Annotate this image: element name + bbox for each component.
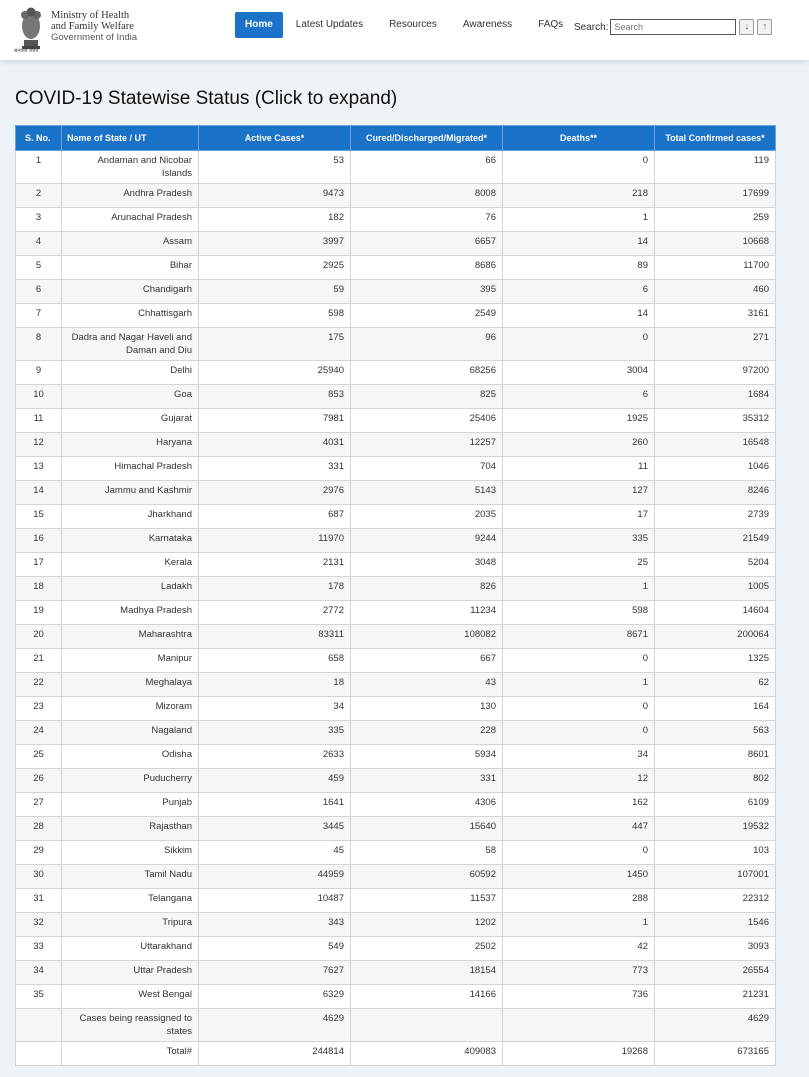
cell-cured: 66 [351,151,503,184]
table-row[interactable] [16,649,776,673]
reassigned-row[interactable] [16,1009,776,1042]
cell-total: 8601 [655,745,776,769]
cell-active: 9473 [199,184,351,208]
cell-sno: 1 [16,151,62,184]
header-deaths[interactable]: Deaths** [503,126,655,151]
nav-home[interactable]: Home [235,12,283,38]
cell-sno: 5 [16,256,62,280]
cell-state: Jharkhand [62,505,199,529]
cell-deaths: 34 [503,745,655,769]
cell-active: 18 [199,673,351,697]
header-cured[interactable]: Cured/Discharged/Migrated* [351,126,503,151]
table-row[interactable] [16,577,776,601]
search-down-button[interactable]: ↓ [739,19,754,35]
cell-sno [16,1042,62,1066]
cell-active: 335 [199,721,351,745]
cell-total: 802 [655,769,776,793]
cell-total: 10668 [655,232,776,256]
cell-deaths: 19268 [503,1042,655,1066]
cell-state: Dadra and Nagar Haveli and Daman and Diu [62,328,199,361]
cell-total: 119 [655,151,776,184]
cell-active: 853 [199,385,351,409]
table-row[interactable] [16,151,776,184]
cell-deaths: 12 [503,769,655,793]
cell-active: 331 [199,457,351,481]
emblem-caption: सत्यमेव जयते [14,48,39,54]
nav-faqs[interactable]: FAQs [538,19,564,30]
cell-sno: 19 [16,601,62,625]
cell-total: 259 [655,208,776,232]
cell-sno: 6 [16,280,62,304]
cell-total: 4629 [655,1009,776,1042]
cell-cured: 11234 [351,601,503,625]
cell-state: Himachal Pradesh [62,457,199,481]
cell-total: 11700 [655,256,776,280]
cell-active: 2925 [199,256,351,280]
cell-sno: 17 [16,553,62,577]
cell-deaths: 14 [503,304,655,328]
cell-deaths: 598 [503,601,655,625]
table-row[interactable] [16,409,776,433]
cell-sno: 12 [16,433,62,457]
cell-active: 7981 [199,409,351,433]
table-row[interactable] [16,769,776,793]
cell-cured: 68256 [351,361,503,385]
cell-active: 6329 [199,985,351,1009]
table-row[interactable] [16,232,776,256]
cell-cured: 228 [351,721,503,745]
table-row[interactable] [16,361,776,385]
table-row[interactable] [16,985,776,1009]
cell-deaths: 14 [503,232,655,256]
search-area [574,19,772,35]
cell-total: 1546 [655,913,776,937]
cell-total: 26554 [655,961,776,985]
cell-total: 3161 [655,304,776,328]
cell-active: 178 [199,577,351,601]
cell-sno: 4 [16,232,62,256]
cell-cured: 9244 [351,529,503,553]
cell-deaths: 736 [503,985,655,1009]
cell-total: 3093 [655,937,776,961]
national-emblem-icon [15,4,47,54]
table-row[interactable] [16,913,776,937]
table-row[interactable] [16,505,776,529]
cell-cured: 704 [351,457,503,481]
cell-state: West Bengal [62,985,199,1009]
cell-state: Nagaland [62,721,199,745]
ministry-name [51,10,137,43]
cell-state: Ladakh [62,577,199,601]
cell-cured: 12257 [351,433,503,457]
cell-sno: 30 [16,865,62,889]
cell-total: 460 [655,280,776,304]
table-row[interactable] [16,433,776,457]
cell-active: 83311 [199,625,351,649]
table-row[interactable] [16,673,776,697]
cell-deaths: 1 [503,913,655,937]
cell-total: 19532 [655,817,776,841]
cell-total: 6109 [655,793,776,817]
cell-total: 22312 [655,889,776,913]
cell-state: Assam [62,232,199,256]
cell-state: Andaman and Nicobar Islands [62,151,199,184]
cell-cured: 96 [351,328,503,361]
cell-active: 4031 [199,433,351,457]
cell-cured: 667 [351,649,503,673]
cell-state: Gujarat [62,409,199,433]
cell-active: 2772 [199,601,351,625]
total-row[interactable] [16,1042,776,1066]
table-row[interactable] [16,529,776,553]
table-row[interactable] [16,745,776,769]
ministry-line-2: and Family Welfare [51,21,134,32]
cell-deaths: 162 [503,793,655,817]
cell-deaths: 0 [503,328,655,361]
cell-active: 34 [199,697,351,721]
cell-state: Punjab [62,793,199,817]
cell-sno: 35 [16,985,62,1009]
cell-sno: 16 [16,529,62,553]
cell-sno: 24 [16,721,62,745]
cell-sno: 25 [16,745,62,769]
table-row[interactable] [16,817,776,841]
table-row[interactable] [16,385,776,409]
cell-sno: 2 [16,184,62,208]
cell-active: 2976 [199,481,351,505]
page-title[interactable]: COVID-19 Statewise Status (Click to expand) [15,88,398,109]
cell-deaths: 1450 [503,865,655,889]
cell-active: 182 [199,208,351,232]
table-row[interactable] [16,721,776,745]
cell-state: Uttar Pradesh [62,961,199,985]
cell-state: Karnataka [62,529,199,553]
cell-sno: 15 [16,505,62,529]
cell-total: 107001 [655,865,776,889]
cell-cured: 2035 [351,505,503,529]
header-state[interactable]: Name of State / UT [62,126,199,151]
cell-total: 271 [655,328,776,361]
cell-sno: 18 [16,577,62,601]
header-active[interactable]: Active Cases* [199,126,351,151]
cell-total: 17699 [655,184,776,208]
cell-deaths: 0 [503,841,655,865]
cell-sno: 13 [16,457,62,481]
cell-sno: 11 [16,409,62,433]
cell-deaths: 6 [503,280,655,304]
cell-total: 35312 [655,409,776,433]
cell-cured: 8008 [351,184,503,208]
cell-cured: 58 [351,841,503,865]
cell-cured: 3048 [351,553,503,577]
cell-sno: 7 [16,304,62,328]
cell-deaths: 127 [503,481,655,505]
cell-state: Goa [62,385,199,409]
cell-deaths [503,1009,655,1042]
cell-sno: 33 [16,937,62,961]
cell-state: Andhra Pradesh [62,184,199,208]
cell-active: 10487 [199,889,351,913]
table-row[interactable] [16,328,776,361]
cell-sno: 29 [16,841,62,865]
cell-total: 97200 [655,361,776,385]
cell-active: 45 [199,841,351,865]
cell-active: 3445 [199,817,351,841]
cell-deaths: 3004 [503,361,655,385]
cell-active: 2131 [199,553,351,577]
cell-total: 14604 [655,601,776,625]
table-row[interactable] [16,304,776,328]
cell-state: Haryana [62,433,199,457]
cell-state: Puducherry [62,769,199,793]
cell-cured: 4306 [351,793,503,817]
cell-sno: 31 [16,889,62,913]
cell-state: Chhattisgarh [62,304,199,328]
cell-cured: 395 [351,280,503,304]
cell-cured: 14166 [351,985,503,1009]
cell-sno: 3 [16,208,62,232]
cell-cured: 130 [351,697,503,721]
table-row[interactable] [16,841,776,865]
cell-cured: 6657 [351,232,503,256]
cell-sno: 21 [16,649,62,673]
table-row[interactable] [16,793,776,817]
cell-sno [16,1009,62,1042]
statewise-table [15,125,776,1066]
cell-state: Maharashtra [62,625,199,649]
cell-active: 53 [199,151,351,184]
cell-deaths: 0 [503,697,655,721]
search-label: Search: [574,21,609,33]
table-row[interactable] [16,937,776,961]
cell-deaths: 1 [503,208,655,232]
cell-active: 687 [199,505,351,529]
table-row[interactable] [16,553,776,577]
cell-sno: 10 [16,385,62,409]
cell-deaths: 8671 [503,625,655,649]
cell-deaths: 335 [503,529,655,553]
header-total[interactable]: Total Confirmed cases* [655,126,776,151]
cell-active: 459 [199,769,351,793]
cell-deaths: 1925 [503,409,655,433]
cell-active: 658 [199,649,351,673]
cell-deaths: 447 [503,817,655,841]
cell-deaths: 0 [503,649,655,673]
ministry-line-1: Ministry of Health [51,10,130,21]
cell-total: 200064 [655,625,776,649]
cell-total: 1005 [655,577,776,601]
cell-total: 21231 [655,985,776,1009]
cell-cured: 5143 [351,481,503,505]
cell-state: Delhi [62,361,199,385]
cell-total: 103 [655,841,776,865]
cell-sno: 23 [16,697,62,721]
cell-cured: 25406 [351,409,503,433]
cell-active: 3997 [199,232,351,256]
table-header-row [16,126,776,151]
cell-state: Tamil Nadu [62,865,199,889]
cell-active: 2633 [199,745,351,769]
cell-sno: 34 [16,961,62,985]
cell-cured: 2502 [351,937,503,961]
table-row[interactable] [16,208,776,232]
cell-deaths: 0 [503,721,655,745]
cell-state: Kerala [62,553,199,577]
nav-latest-updates[interactable]: Latest Updates [295,19,364,30]
cell-total: 16548 [655,433,776,457]
cell-cured [351,1009,503,1042]
cell-active: 175 [199,328,351,361]
cell-active: 25940 [199,361,351,385]
cell-sno: 27 [16,793,62,817]
cell-state: Telangana [62,889,199,913]
cell-deaths: 11 [503,457,655,481]
cell-total: 2739 [655,505,776,529]
cell-active: 44959 [199,865,351,889]
table-row[interactable] [16,961,776,985]
cell-state: Arunachal Pradesh [62,208,199,232]
cell-cured: 825 [351,385,503,409]
cell-deaths: 6 [503,385,655,409]
cell-state: Manipur [62,649,199,673]
cell-active: 59 [199,280,351,304]
cell-active: 598 [199,304,351,328]
search-input[interactable] [610,19,736,35]
cell-state: Total# [62,1042,199,1066]
cell-deaths: 89 [503,256,655,280]
cell-state: Mizoram [62,697,199,721]
cell-deaths: 25 [503,553,655,577]
table-row[interactable] [16,889,776,913]
table-row[interactable] [16,865,776,889]
cell-total: 5204 [655,553,776,577]
site-header [0,0,809,60]
cell-active: 11970 [199,529,351,553]
cell-state: Chandigarh [62,280,199,304]
cell-deaths: 17 [503,505,655,529]
cell-state: Madhya Pradesh [62,601,199,625]
cell-total: 1684 [655,385,776,409]
cell-sno: 14 [16,481,62,505]
cell-deaths: 288 [503,889,655,913]
ministry-line-3: Government of India [51,32,138,43]
nav-awareness[interactable]: Awareness [462,19,513,30]
cell-cured: 1202 [351,913,503,937]
search-up-button[interactable]: ↑ [757,19,772,35]
main-nav [235,12,576,38]
cell-cured: 826 [351,577,503,601]
cell-state: Jammu and Kashmir [62,481,199,505]
cell-active: 549 [199,937,351,961]
cell-cured: 18154 [351,961,503,985]
table-row[interactable] [16,601,776,625]
cell-state: Cases being reassigned to states [62,1009,199,1042]
table-row[interactable] [16,280,776,304]
cell-sno: 9 [16,361,62,385]
cell-active: 1641 [199,793,351,817]
cell-state: Odisha [62,745,199,769]
cell-sno: 22 [16,673,62,697]
cell-deaths: 260 [503,433,655,457]
cell-deaths: 218 [503,184,655,208]
cell-total: 1325 [655,649,776,673]
cell-deaths: 42 [503,937,655,961]
table-row[interactable] [16,625,776,649]
cell-sno: 20 [16,625,62,649]
cell-cured: 43 [351,673,503,697]
cell-total: 21549 [655,529,776,553]
cell-state: Bihar [62,256,199,280]
cell-cured: 5934 [351,745,503,769]
cell-sno: 26 [16,769,62,793]
header-sno[interactable]: S. No. [16,126,62,151]
cell-cured: 60592 [351,865,503,889]
cell-state: Uttarakhand [62,937,199,961]
cell-cured: 76 [351,208,503,232]
cell-total: 62 [655,673,776,697]
cell-total: 8246 [655,481,776,505]
cell-deaths: 1 [503,673,655,697]
cell-cured: 2549 [351,304,503,328]
cell-active: 343 [199,913,351,937]
table-row[interactable] [16,457,776,481]
cell-sno: 8 [16,328,62,361]
cell-cured: 108082 [351,625,503,649]
cell-cured: 15640 [351,817,503,841]
cell-cured: 8686 [351,256,503,280]
cell-state: Tripura [62,913,199,937]
cell-state: Meghalaya [62,673,199,697]
cell-total: 164 [655,697,776,721]
cell-deaths: 1 [503,577,655,601]
nav-resources[interactable]: Resources [389,19,437,30]
cell-total: 673165 [655,1042,776,1066]
cell-cured: 331 [351,769,503,793]
cell-sno: 32 [16,913,62,937]
cell-cured: 11537 [351,889,503,913]
cell-total: 1046 [655,457,776,481]
cell-sno: 28 [16,817,62,841]
cell-state: Sikkim [62,841,199,865]
cell-state: Rajasthan [62,817,199,841]
cell-total: 563 [655,721,776,745]
table-row[interactable] [16,697,776,721]
cell-active: 4629 [199,1009,351,1042]
table-row[interactable] [16,184,776,208]
cell-active: 7627 [199,961,351,985]
table-row[interactable] [16,481,776,505]
cell-deaths: 773 [503,961,655,985]
cell-active: 244814 [199,1042,351,1066]
table-row[interactable] [16,256,776,280]
cell-deaths: 0 [503,151,655,184]
cell-cured: 409083 [351,1042,503,1066]
